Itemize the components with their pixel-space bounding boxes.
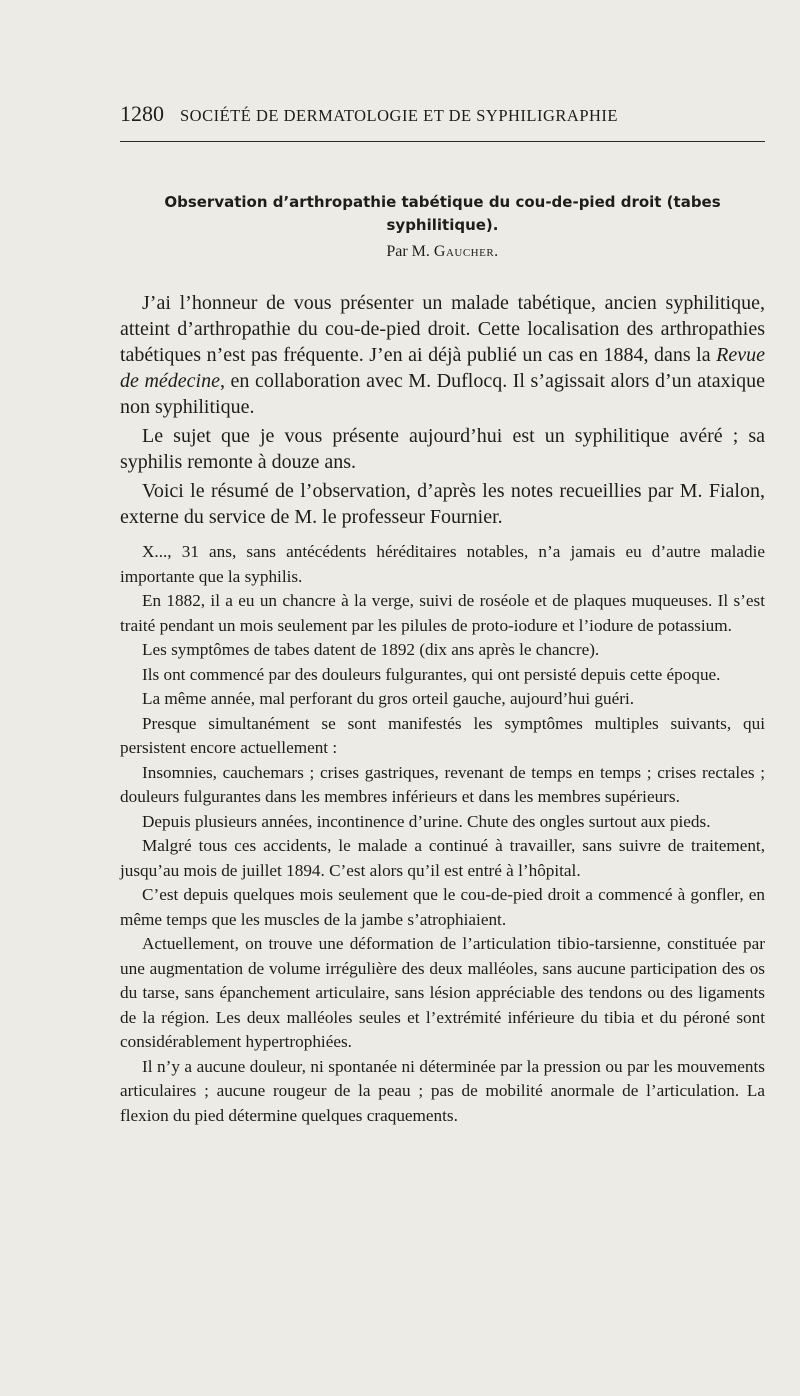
text-run: Voici le résumé de l’observation, d’après les notes recueillies par M. Fialon, externe du service de M. le professeur Fournier. xyxy=(120,480,765,528)
intro-paragraph xyxy=(120,423,765,475)
observation-paragraph: X..., 31 ans, sans antécédents héréditaires notables, n’a jamais eu d’autre maladie importante que la syphilis. xyxy=(120,542,765,586)
observation-paragraph: Presque simultanément se sont manifestés les symptômes multiples suivants, qui persistent encore actuellement : xyxy=(120,713,765,757)
intro-paragraph xyxy=(120,478,765,530)
observation-text xyxy=(120,540,765,1128)
header-rule xyxy=(120,141,765,142)
article-title: Observation d’arthropathie tabétique du cou-de-pied droit (tabes syphilitique). xyxy=(164,193,721,234)
observation-paragraph: Insomnies, cauchemars ; crises gastriques, revenant de temps en temps ; crises rectales ; douleurs fulgurantes dans les membres inférieurs et dans les membres supérieurs. xyxy=(120,762,765,806)
observation-paragraph: Malgré tous ces accidents, le malade a continué à travailler, sans suivre de traitement, jusqu’au mois de juillet 1894. C’est alors qu’il est entré à l’hôpital. xyxy=(120,836,765,880)
observation-paragraph: La même année, mal perforant du gros orteil gauche, aujourd’hui guéri. xyxy=(142,689,635,708)
intro-paragraph xyxy=(120,290,765,420)
byline xyxy=(120,243,765,261)
observation-paragraph: Actuellement, on trouve une déformation de l’articulation tibio-tarsienne, constituée par une augmentation de volume irrégulière des deux malléoles, sans aucune participation des os du tarse, sans épanchement articulaire, sans lésion appréciable des tendons ou des ligaments de la région. Les deux malléoles seules et l’extrémité inférieure du tibia et du péroné sont considérablement hypertrophiées. xyxy=(120,934,765,1051)
intro-text xyxy=(120,290,765,533)
observation-paragraph: Les symptômes de tabes datent de 1892 (dix ans après le chancre). xyxy=(142,640,600,659)
running-header xyxy=(120,101,765,127)
byline-prefix: Par M. xyxy=(386,243,430,260)
text-run: Le sujet que je vous présente aujourd’hui est un syphilitique avéré ; sa syphilis remonte à douze ans. xyxy=(120,425,765,473)
observation-paragraph: Ils ont commencé par des douleurs fulgurantes, qui ont persisté depuis cette époque. xyxy=(142,664,721,684)
observation-paragraph: Il n’y a aucune douleur, ni spontanée ni déterminée par la pression ou par les mouvements articulaires ; aucune rougeur de la peau ; pas de mobilité anormale de l’articulation. La flexion du pied détermine quelques craquements. xyxy=(120,1056,765,1125)
observation-paragraph: En 1882, il a eu un chancre à la verge, suivi de roséole et de plaques muqueuses. Il s’est traité pendant un mois seulement par les pilules de proto-iodure et l’iodure de potassium. xyxy=(120,591,765,635)
journal-title: Revue de médecine xyxy=(120,344,765,392)
text-run: , en collaboration avec M. Duflocq. Il s’agissait alors d’un ataxique non syphilitique. xyxy=(120,370,765,418)
author-name: Gaucher. xyxy=(433,243,499,260)
text-run: J’ai l’honneur de vous présenter un malade tabétique, ancien syphilitique, atteint d’arthropathie du cou-de-pied droit. Cette localisation des arthropathies tabétiques n’est pas fréquente. J’en ai déjà publié un cas en 1884, dans la xyxy=(120,292,765,366)
observation-paragraph: Depuis plusieurs années, incontinence d’urine. Chute des ongles surtout aux pieds. xyxy=(142,811,711,831)
running-title: SOCIÉTÉ DE DERMATOLOGIE ET DE SYPHILIGRAPHIE xyxy=(180,106,618,125)
observation-paragraph: C’est depuis quelques mois seulement que le cou-de-pied droit a commencé à gonfler, en même temps que les muscles de la jambe s’atrophiaient. xyxy=(120,885,765,929)
page-number: 1280 xyxy=(120,101,164,126)
